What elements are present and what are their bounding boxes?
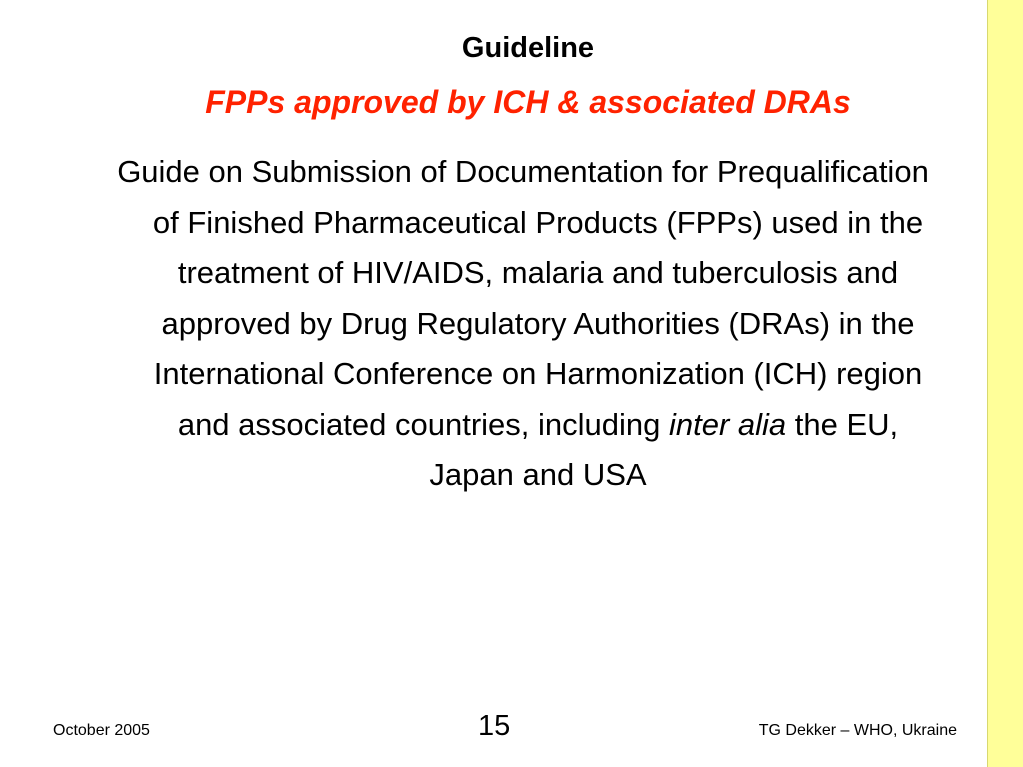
footer-author: TG Dekker – WHO, Ukraine (758, 722, 957, 739)
body-text-italic: inter alia (668, 406, 787, 442)
body-text-part-2: the EU, Japan and USA (429, 406, 899, 492)
footer-date: October 2005 (53, 722, 150, 739)
slide-subtitle: FPPs approved by ICH & associated DRAs (205, 84, 851, 120)
slide-title: Guideline (461, 32, 595, 64)
body-paragraph (114, 147, 932, 501)
footer-page-number: 15 (478, 710, 511, 742)
body-text-part-1: Guide on Submission of Documentation for Prequalification of Finished Pharmaceutical Products (FPPs) used in the treatment of HIV/AIDS, malaria and tuberculosis and approved by Drug Regulatory Authorities (DRAs) in the International Conference on Harmonization (ICH) region and associated countries, including (117, 154, 929, 442)
